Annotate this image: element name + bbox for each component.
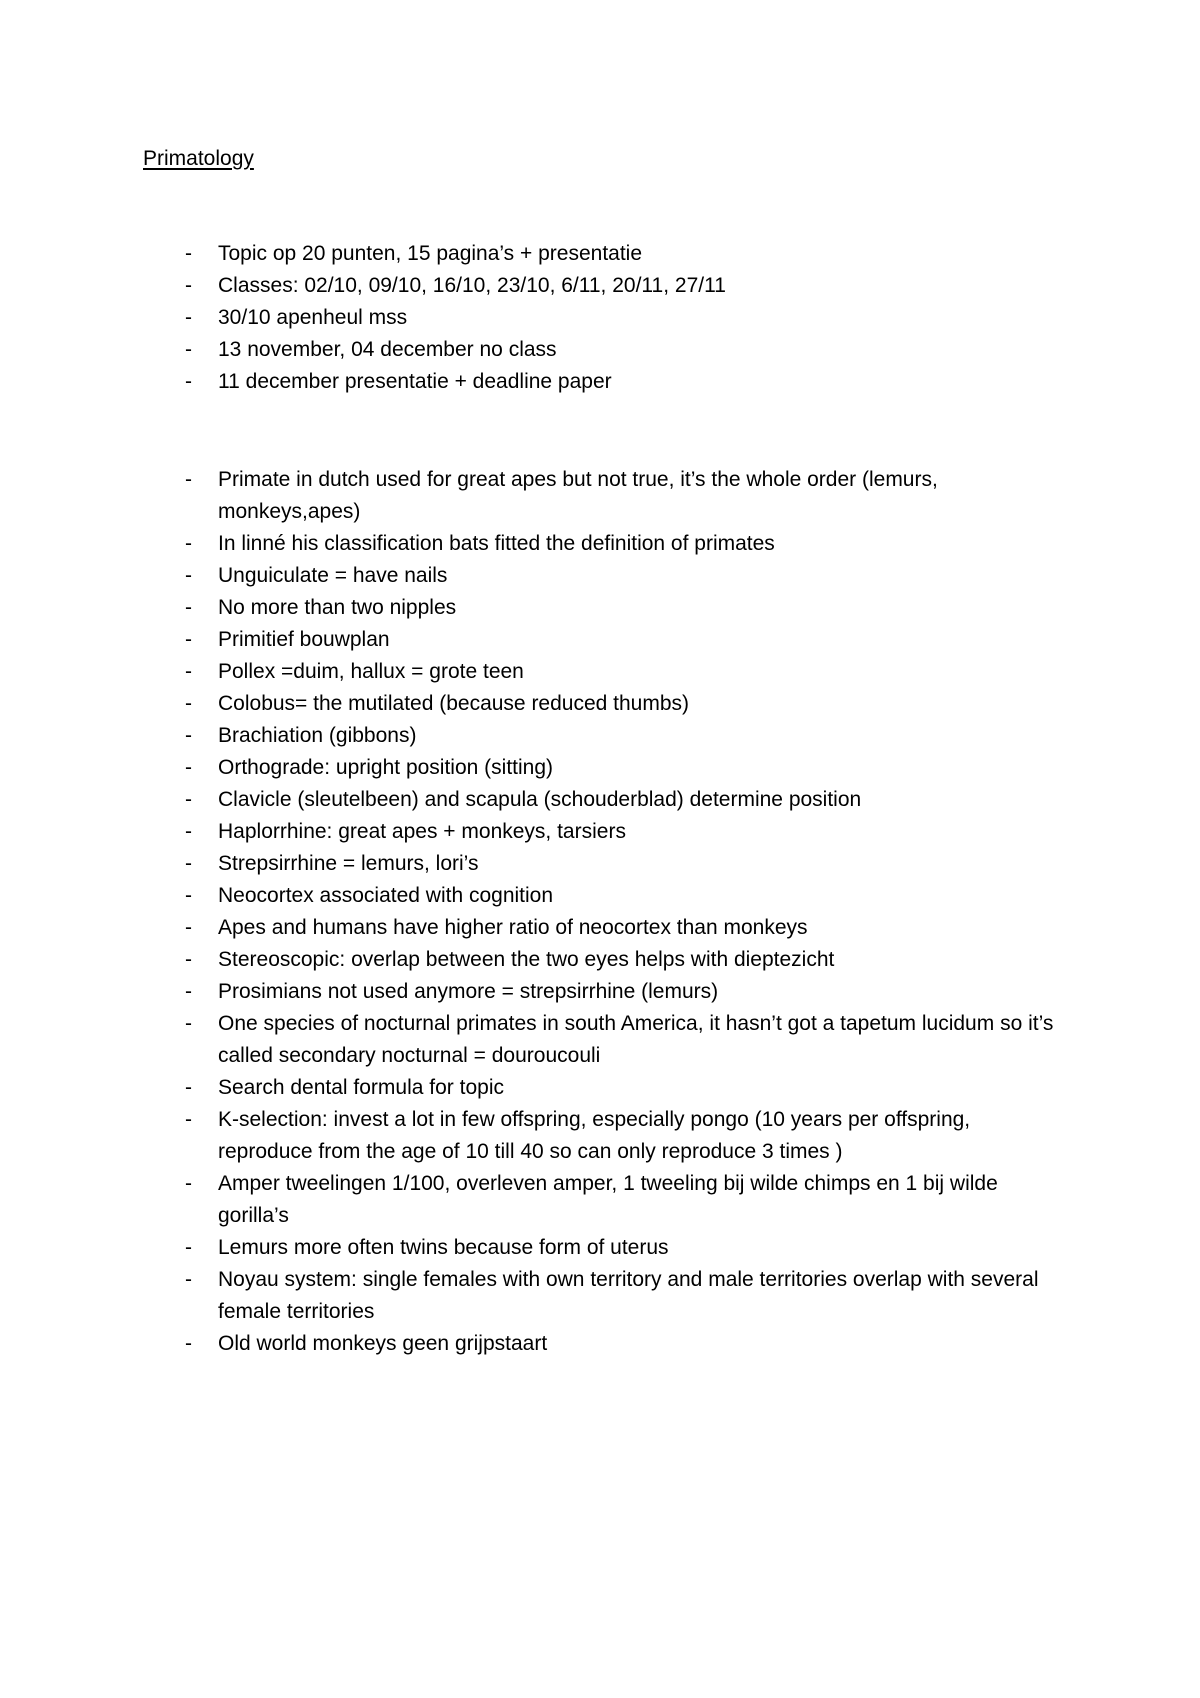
bullet-dash: - (185, 564, 192, 587)
bullet-dash: - (185, 1236, 192, 1259)
list-item-text: 30/10 apenheul mss (218, 306, 408, 329)
list-item (185, 752, 1065, 784)
list-item (185, 912, 1065, 944)
list-item (185, 1104, 1065, 1168)
list-item-text: Strepsirrhine = lemurs, lori’s (218, 852, 479, 875)
bullet-dash: - (185, 338, 192, 361)
list-item (185, 880, 1065, 912)
list-item (185, 848, 1065, 880)
document-title: Primatology (143, 147, 254, 170)
list-item (185, 464, 1065, 528)
list-item-text: Lemurs more often twins because form of uterus (218, 1236, 669, 1259)
list-item-text: Brachiation (gibbons) (218, 724, 417, 747)
list-item (185, 238, 1065, 270)
bullet-dash: - (185, 242, 192, 265)
list-item (185, 720, 1065, 752)
list-item-text: In linné his classification bats fitted the definition of primates (218, 532, 775, 555)
list-item-text: K-selection: invest a lot in few offspring, especially pongo (10 years per offspring, reproduce from the age of 10 till 40 so can only reproduce 3 times ) (218, 1108, 971, 1163)
bullet-dash: - (185, 1268, 192, 1291)
list-item-text: One species of nocturnal primates in south America, it hasn’t got a tapetum lucidum so it’s called secondary nocturnal = douroucouli (218, 1012, 1054, 1067)
list-item (185, 270, 1065, 302)
list-item-text: Clavicle (sleutelbeen) and scapula (schouderblad) determine position (218, 788, 862, 811)
bullet-dash: - (185, 980, 192, 1003)
bullet-dash: - (185, 532, 192, 555)
list-item (185, 784, 1065, 816)
bullet-dash: - (185, 756, 192, 779)
list-item-text: Haplorrhine: great apes + monkeys, tarsiers (218, 820, 626, 843)
bullet-dash: - (185, 274, 192, 297)
list-item-text: Pollex =duim, hallux = grote teen (218, 660, 524, 683)
bullet-dash: - (185, 1332, 192, 1355)
bullet-dash: - (185, 916, 192, 939)
list-item-text: Orthograde: upright position (sitting) (218, 756, 554, 779)
list-item-text: Primitief bouwplan (218, 628, 390, 651)
bullet-dash: - (185, 1076, 192, 1099)
list-item-text: Noyau system: single females with own territory and male territories overlap with several female territories (218, 1268, 1039, 1323)
list-item (185, 1072, 1065, 1104)
list-item (185, 944, 1065, 976)
list-item (185, 302, 1065, 334)
list-item-text: 13 november, 04 december no class (218, 338, 557, 361)
list-item-text: Unguiculate = have nails (218, 564, 448, 587)
list-item (185, 334, 1065, 366)
list-item (185, 366, 1065, 398)
list-item (185, 976, 1065, 1008)
notes-list (185, 464, 1065, 1360)
list-item-text: No more than two nipples (218, 596, 457, 619)
bullet-dash: - (185, 820, 192, 843)
bullet-dash: - (185, 1172, 192, 1195)
list-item-text: Apes and humans have higher ratio of neocortex than monkeys (218, 916, 808, 939)
bullet-dash: - (185, 596, 192, 619)
list-item (185, 1264, 1065, 1328)
bullet-dash: - (185, 788, 192, 811)
list-item (185, 1328, 1065, 1360)
schedule-list (185, 238, 1065, 398)
list-item-text: Stereoscopic: overlap between the two eyes helps with dieptezicht (218, 948, 835, 971)
bullet-dash: - (185, 948, 192, 971)
list-item-text: Colobus= the mutilated (because reduced thumbs) (218, 692, 690, 715)
bullet-dash: - (185, 852, 192, 875)
list-item (185, 528, 1065, 560)
list-item (185, 1168, 1065, 1232)
list-item-text: Old world monkeys geen grijpstaart (218, 1332, 548, 1355)
list-item (185, 624, 1065, 656)
list-item (185, 1008, 1065, 1072)
bullet-dash: - (185, 306, 192, 329)
list-item (185, 656, 1065, 688)
list-item-text: Neocortex associated with cognition (218, 884, 554, 907)
bullet-dash: - (185, 724, 192, 747)
bullet-dash: - (185, 370, 192, 393)
bullet-dash: - (185, 1108, 192, 1131)
list-item-text: 11 december presentatie + deadline paper (218, 370, 612, 393)
list-item-text: Classes: 02/10, 09/10, 16/10, 23/10, 6/11, 20/11, 27/11 (218, 274, 726, 297)
bullet-dash: - (185, 660, 192, 683)
bullet-dash: - (185, 1012, 192, 1035)
list-item-text: Search dental formula for topic (218, 1076, 504, 1099)
list-item-text: Amper tweelingen 1/100, overleven amper, 1 tweeling bij wilde chimps en 1 bij wilde gorilla’s (218, 1172, 998, 1227)
list-item (185, 592, 1065, 624)
bullet-dash: - (185, 628, 192, 651)
list-item (185, 1232, 1065, 1264)
list-item-text: Prosimians not used anymore = strepsirrhine (lemurs) (218, 980, 719, 1003)
list-item (185, 560, 1065, 592)
list-item (185, 816, 1065, 848)
list-item (185, 688, 1065, 720)
list-item-text: Primate in dutch used for great apes but not true, it’s the whole order (lemurs, monkeys,apes) (218, 468, 938, 523)
bullet-dash: - (185, 884, 192, 907)
bullet-dash: - (185, 468, 192, 491)
list-item-text: Topic op 20 punten, 15 pagina’s + presentatie (218, 242, 643, 265)
bullet-dash: - (185, 692, 192, 715)
